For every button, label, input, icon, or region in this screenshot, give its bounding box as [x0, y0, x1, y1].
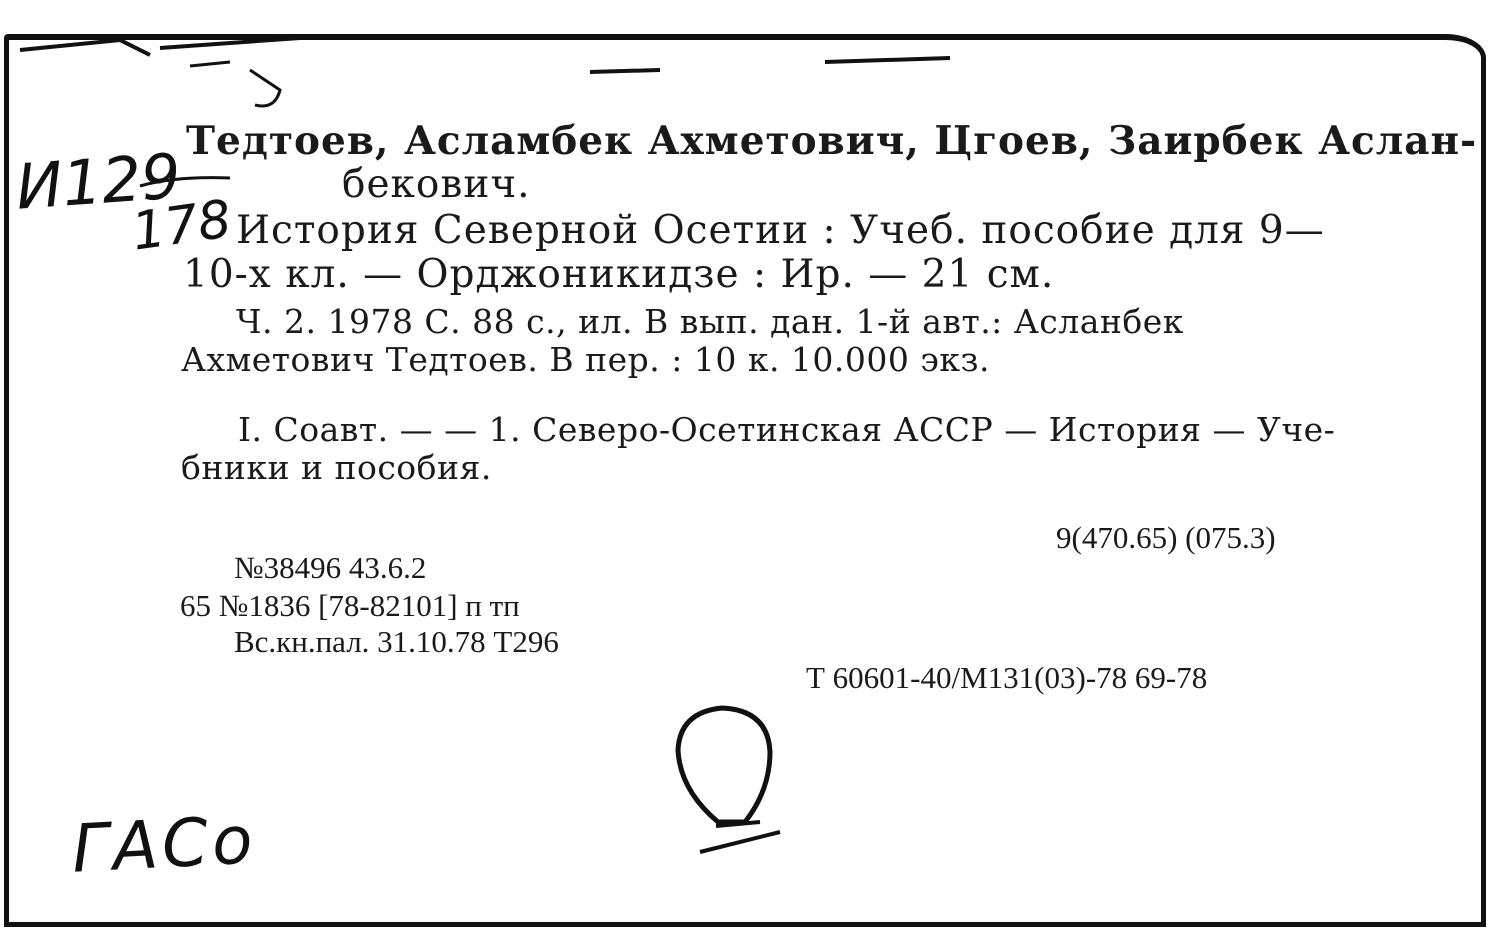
bbk-code: Т 60601-40/М131(03)-78 69-78 [806, 660, 1208, 695]
shelf-mark-sub: 178 [128, 189, 235, 263]
archive-mark: ГАСо [70, 801, 259, 888]
subjects-line-2: бники и пособия. [181, 448, 492, 487]
book-chamber-line: Вс.кн.пал. 31.10.78 Т296 [234, 624, 559, 659]
shelf-mark: И129 [13, 139, 184, 224]
registration-number: №38496 43.6.2 [234, 550, 427, 585]
title-line-1: История Северной Осетии : Учеб. пособие для 9— [236, 208, 1325, 253]
part-line-1: Ч. 2. 1978 С. 88 с., ил. В вып. дан. 1-й авт.: Асланбек [236, 302, 1184, 341]
title-line-2: 10-х кл. — Орджоникидзе : Ир. — 21 см. [183, 252, 1055, 297]
author-line-1: Тедтоев, Асламбек Ахметович, Цгоев, Заирбек Аслан- [186, 118, 1478, 164]
author-line-2: бекович. [342, 162, 531, 207]
order-line: 65 №1836 [78-82101] п тп [180, 588, 520, 623]
subjects-line-1: I. Соавт. — — 1. Северо-Осетинская АССР — История — Уче- [238, 410, 1336, 449]
part-line-2: Ахметович Тедтоев. В пер. : 10 к. 10.000 экз. [181, 340, 990, 379]
classification-index: 9(470.65) (075.3) [1056, 520, 1276, 555]
